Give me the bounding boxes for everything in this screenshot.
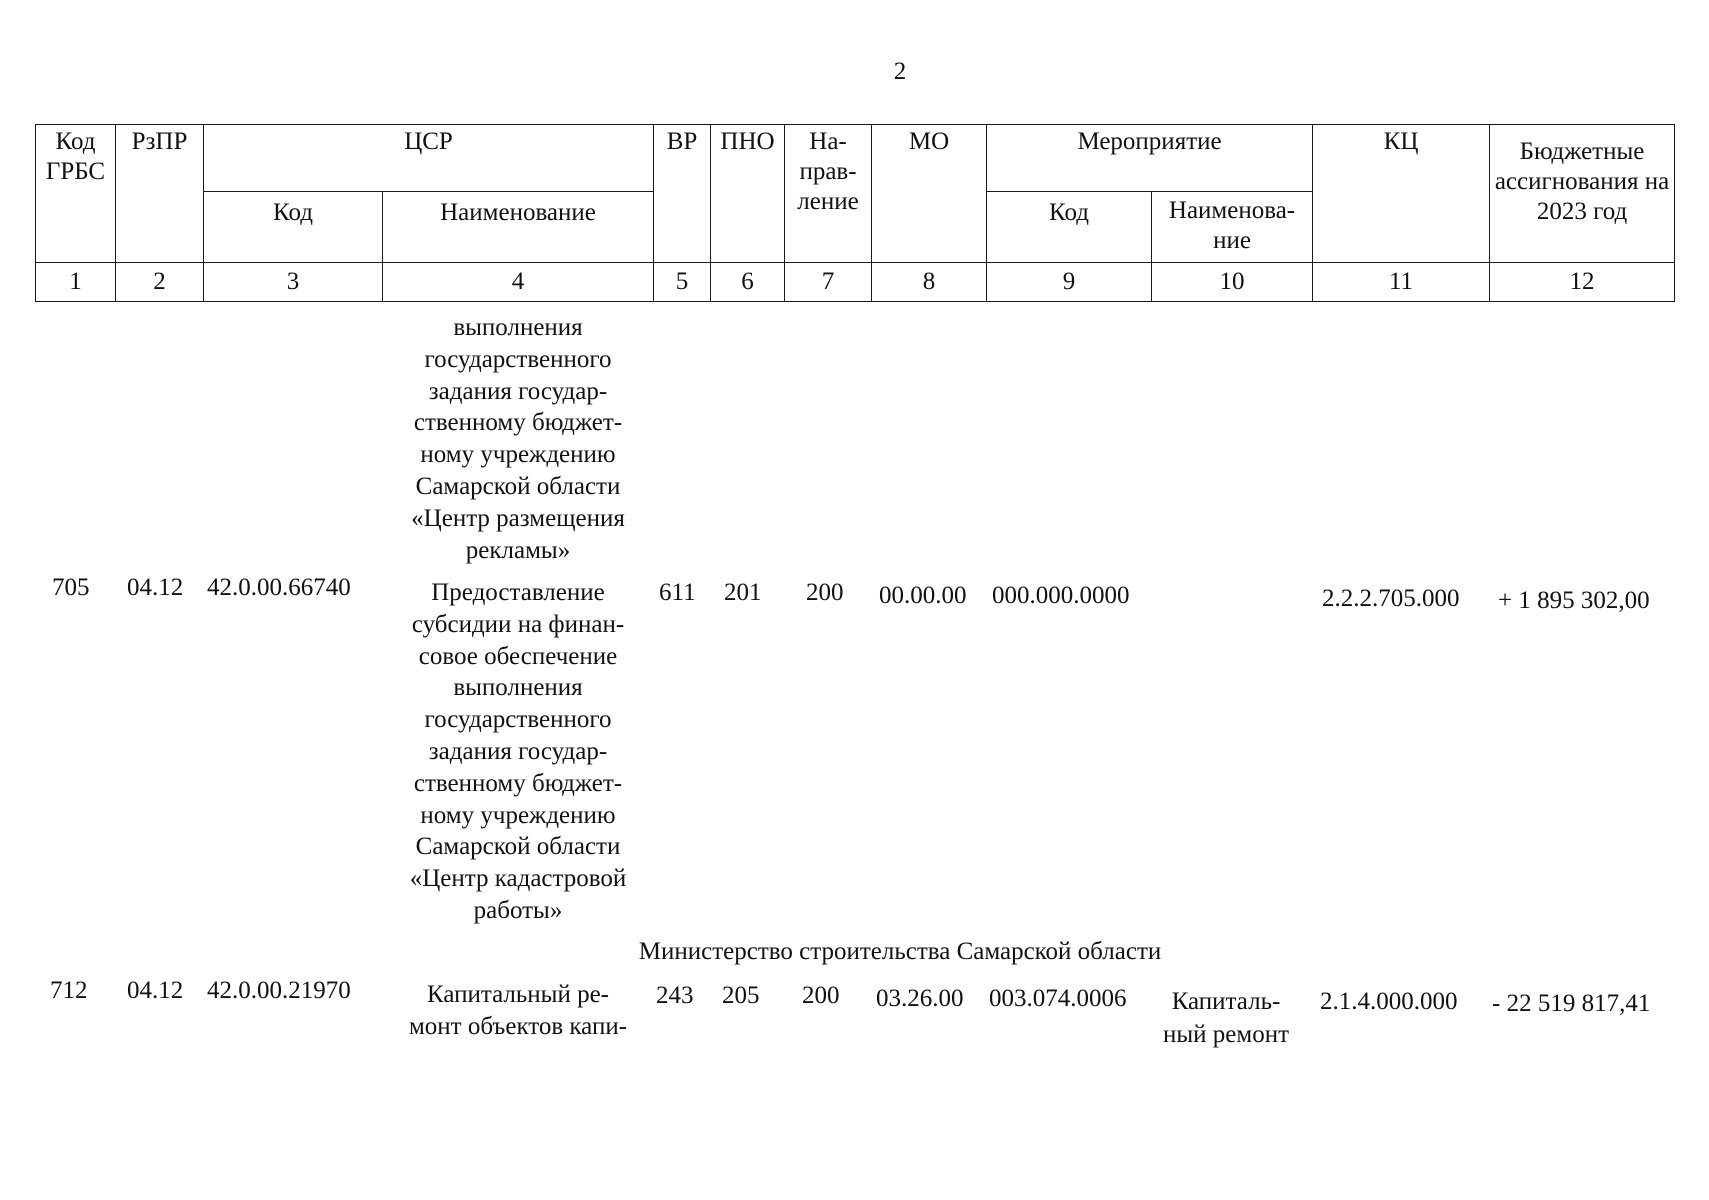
row-grbs: 712 [50,977,88,1004]
row-mo: 03.26.00 [876,985,964,1012]
header-direction-l3: ление [797,188,859,215]
row-direction: 200 [802,982,840,1009]
col-number: 11 [1313,263,1490,302]
header-direction [785,125,872,263]
row-csr-name: Капитальный ре- монт объектов капи- [408,981,628,1040]
page-number: 2 [893,58,907,85]
row-grbs: 705 [52,574,90,601]
col-number: 2 [116,263,204,302]
row-vr: 611 [659,579,696,606]
row-direction: 200 [806,579,844,606]
header-vr: ВР [654,125,711,263]
col-number: 10 [1152,263,1313,302]
row-mo: 00.00.00 [879,582,967,609]
header-pno: ПНО [711,125,785,263]
col-number: 7 [785,263,872,302]
col-number: 6 [711,263,785,302]
col-number: 4 [383,263,654,302]
col-number: 1 [36,263,116,302]
row-rzpr: 04.12 [127,977,184,1004]
row-event-code: 003.074.0006 [989,985,1127,1012]
row-pno: 201 [724,579,762,606]
row-kc: 2.1.4.000.000 [1320,988,1458,1015]
table-header [35,124,1675,302]
row-vr: 243 [656,982,694,1009]
col-number: 9 [987,263,1152,302]
header-event: Мероприятие [987,125,1313,192]
col-number: 8 [872,263,987,302]
header-direction-l2: прав- [799,158,857,185]
col-number: 5 [654,263,711,302]
header-event-name: Наименова-ние [1152,192,1313,263]
row-rzpr: 04.12 [127,574,184,601]
header-csr-name: Наименование [383,192,654,263]
row-csr-code: 42.0.00.21970 [207,977,351,1004]
header-direction-l1: На- [809,128,847,155]
col-number: 12 [1490,263,1675,302]
header-grbs: Код ГРБС [36,125,116,263]
header-rzpr: РзПР [116,125,204,263]
header-csr-code: Код [204,192,383,263]
row-amount: - 22 519 817,41 [1492,990,1651,1017]
row-csr-code: 42.0.00.66740 [207,574,351,601]
header-csr: ЦСР [204,125,654,192]
row-amount: + 1 895 302,00 [1498,587,1650,614]
row-event-name: Капиталь- ный ремонт [1162,988,1290,1048]
row-event-code: 000.000.0000 [992,582,1130,609]
header-mo: МО [872,125,987,263]
department-heading: Министерство строительства Самарской области [638,938,1162,965]
continuation-name: выполнения государственного задания государ- ственному бюджет- ному учреждению Самарской области «Центр размещения рекламы» [411,314,625,564]
col-number: 3 [204,263,383,302]
row-csr-name: Предоставление субсидии на финан- совое обеспечение выполнения государственного задания государ- ственному бюджет- ному учреждению Самарской области «Центр кадастровой работы» [409,579,627,924]
header-event-code: Код [987,192,1152,263]
header-budget: Бюджетные ассигнования на 2023 год [1490,125,1675,263]
header-kc: КЦ [1313,125,1490,263]
row-kc: 2.2.2.705.000 [1322,585,1460,612]
row-pno: 205 [722,982,760,1009]
